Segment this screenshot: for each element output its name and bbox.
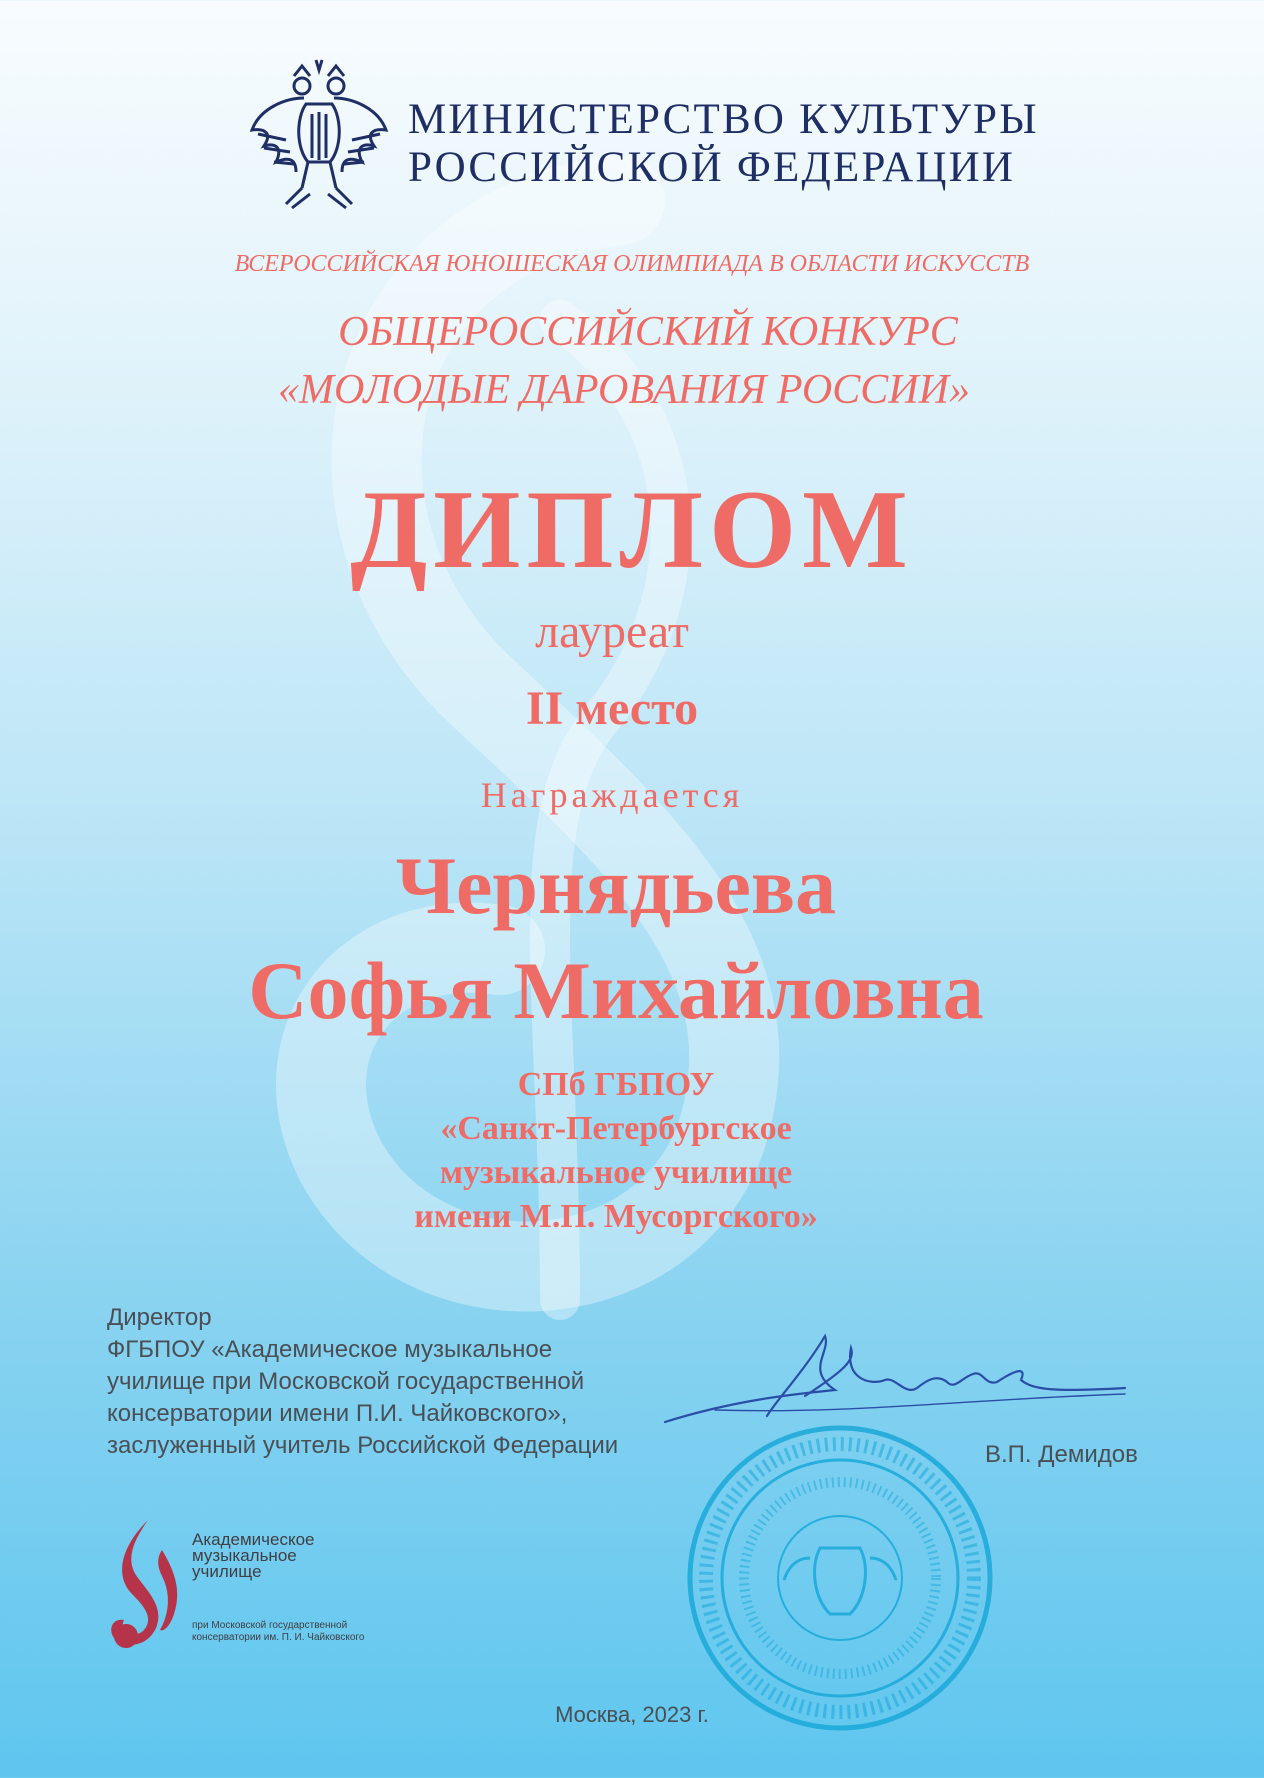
signatory-line: заслуженный учитель Российской Федерации xyxy=(107,1432,619,1459)
logo-subtitle xyxy=(192,1620,364,1644)
logo-title-line: музыкальное xyxy=(192,1546,297,1565)
city-year: Москва, 2023 г. xyxy=(555,1702,709,1727)
institution-name xyxy=(0,1063,1248,1239)
signatory-name: В.П. Демидов xyxy=(985,1441,1138,1468)
treble-clef-flame-logo-icon xyxy=(104,1520,188,1660)
signatory-line: Директор xyxy=(107,1304,212,1331)
place-label: II место xyxy=(525,682,699,735)
double-headed-eagle-lyre-emblem-icon xyxy=(246,58,392,216)
signatory-line: консерватории имени П.И. Чайковского», xyxy=(107,1400,568,1427)
awarded-label: Награждается xyxy=(480,775,744,815)
recipient-given-names: Софья Михайловна xyxy=(248,945,984,1036)
logo-title-line: Академическое xyxy=(192,1530,315,1549)
olympiad-title: ВСЕРОССИЙСКАЯ ЮНОШЕСКАЯ ОЛИМПИАДА В ОБЛАСТИ ИСКУССТВ xyxy=(234,251,1030,277)
institution-line: имени М.П. Мусоргского» xyxy=(414,1198,818,1235)
signatory-line: училище при Московской государственной xyxy=(107,1368,585,1395)
signatory-line: ФГБПОУ «Академическое музыкальное xyxy=(107,1336,553,1363)
contest-title-line-1: ОБЩЕРОССИЙСКИЙ КОНКУРС xyxy=(338,309,958,355)
logo-subtitle-line: при Московской государственной xyxy=(192,1620,348,1631)
laureate-label: лауреат xyxy=(535,605,689,658)
institution-line: СПб ГБПОУ xyxy=(517,1066,715,1103)
diploma-heading: ДИПЛОМ xyxy=(350,468,914,592)
ministry-name xyxy=(408,96,1039,192)
logo-subtitle-line: консерватории им. П. И. Чайковского xyxy=(192,1632,365,1643)
institution-line: «Санкт-Петербургское xyxy=(440,1110,792,1147)
ministry-line-1: МИНИСТЕРСТВО КУЛЬТУРЫ xyxy=(408,96,1039,143)
recipient-surname: Чернядьева xyxy=(395,840,837,931)
contest-title-line-2: «МОЛОДЫЕ ДАРОВАНИЯ РОССИИ» xyxy=(278,367,970,413)
logo-title xyxy=(192,1532,315,1580)
institution-line: музыкальное училище xyxy=(439,1154,793,1191)
ministry-line-2: РОССИЙСКОЙ ФЕДЕРАЦИИ xyxy=(408,144,1016,191)
logo-title-line: училище xyxy=(192,1562,262,1581)
signatory-position xyxy=(107,1302,618,1462)
